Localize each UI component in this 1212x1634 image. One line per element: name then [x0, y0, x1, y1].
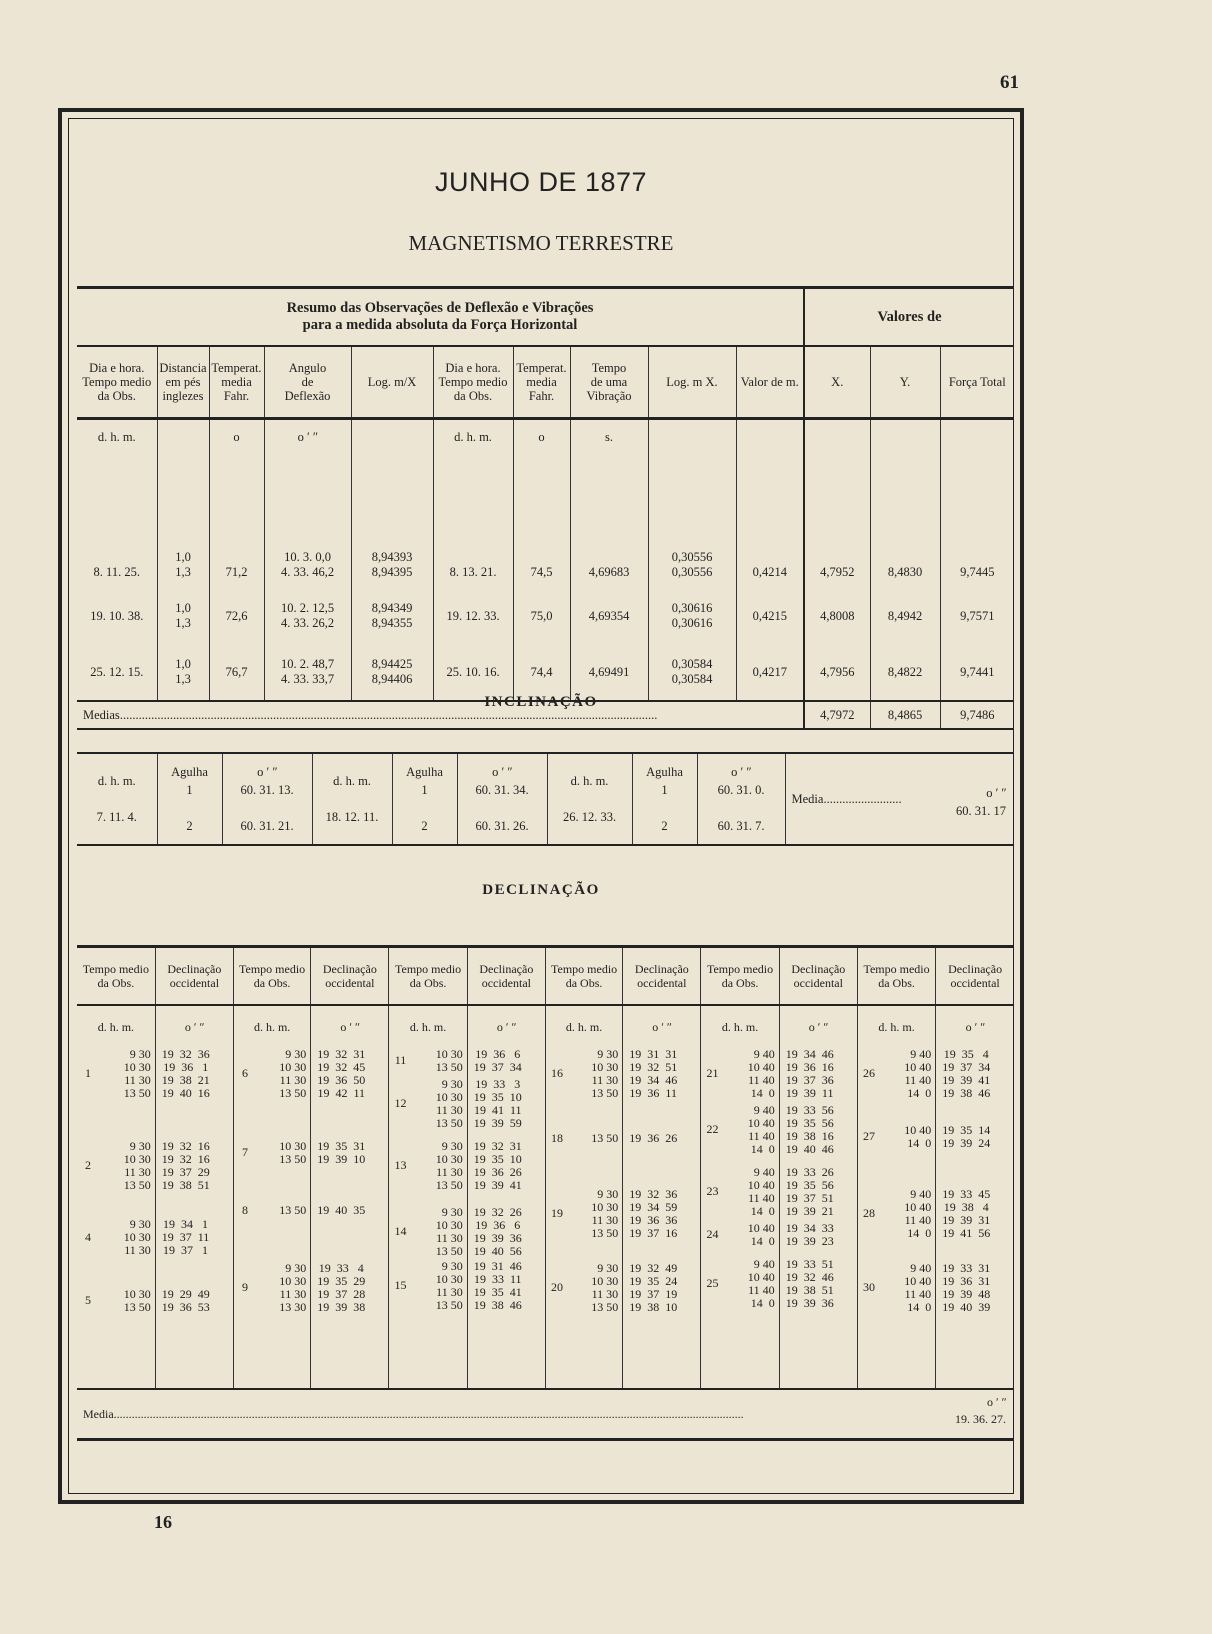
force-cell-logmx: 8,94349 8,94355	[351, 588, 433, 644]
decl-value-col	[623, 1048, 701, 1389]
incl-time: d. h. m. 7. 11. 4.	[77, 753, 157, 845]
decl-time-col	[234, 1048, 311, 1389]
unit-x	[804, 419, 870, 457]
incl-media-value: o ʹ ʺ 60. 31. 17	[956, 786, 1006, 818]
decl-header-decl: Declinação occidental	[311, 947, 389, 1006]
decl-times: 13 50	[279, 1203, 307, 1217]
decl-day: 7	[242, 1145, 248, 1159]
incl-time: d. h. m. 18. 12. 11.	[312, 753, 392, 845]
media-y: 8,4865	[870, 701, 940, 729]
decl-times: 10 40 14 0	[904, 1123, 932, 1150]
decl-group	[858, 1188, 935, 1240]
decl-day: 5	[85, 1293, 91, 1307]
decl-group	[234, 1048, 310, 1100]
inclinacao-table	[77, 752, 1014, 846]
declinacao-title: DECLINAÇÃO	[482, 882, 600, 898]
col-header-tempo-vibracao: Tempo de uma Vibração	[570, 346, 648, 419]
decl-values: 19 29 49 19 36 53	[161, 1287, 210, 1314]
decl-values: 19 34 1 19 37 11 19 37 1	[161, 1217, 210, 1257]
decl-unit-time: d. h. m.	[545, 1005, 622, 1048]
force-cell-x: 4,7952	[804, 456, 870, 588]
decl-group	[858, 1262, 935, 1314]
decl-day: 24	[706, 1227, 719, 1241]
force-cell-dist: 1,0 1,3	[157, 588, 209, 644]
col-header-x: X.	[804, 346, 870, 419]
decl-times: 9 40 10 40 11 40 14 0	[904, 1187, 932, 1240]
decl-group	[77, 1288, 155, 1314]
decl-group	[858, 1124, 935, 1150]
table-frame	[58, 108, 1024, 1504]
decl-times: 9 30 10 30 11 30 13 50	[591, 1047, 619, 1100]
incl-media: Media......................... o ʹ ʺ 60. 31. 17	[785, 753, 1014, 845]
decl-times: 9 40 10 40 11 40 14 0	[904, 1261, 932, 1314]
decl-values: 19 32 49 19 35 24 19 37 19 19 38 10	[629, 1261, 678, 1314]
decl-unit-decl: o ʹ ʺ	[467, 1005, 545, 1048]
decl-times: 9 40 10 40 11 40 14 0	[747, 1047, 775, 1100]
decl-time-wrap	[234, 1048, 310, 1388]
decl-day: 16	[550, 1066, 563, 1080]
col-header-dia-hora: Dia e hora. Tempo medio da Obs.	[77, 346, 157, 419]
decl-values: 19 32 16 19 32 16 19 37 29 19 38 51	[161, 1139, 210, 1192]
decl-times: 9 40 10 40 11 40 14 0	[747, 1165, 775, 1218]
force-cell-temp: 71,2	[209, 456, 264, 588]
decl-unit-time: d. h. m.	[701, 1005, 779, 1048]
decl-group	[701, 1258, 778, 1310]
decl-header-time: Tempo medio da Obs.	[389, 947, 467, 1006]
section-title-magnetismo: MAGNETISMO TERRESTRE	[408, 231, 674, 255]
decl-value-col	[467, 1048, 545, 1389]
decl-header-decl: Declinação occidental	[467, 947, 545, 1006]
force-cell-vib: 4,69354	[570, 588, 648, 644]
col-header-valor-m: Valor de m.	[736, 346, 804, 419]
decl-values: 19 34 33 19 39 23	[785, 1221, 834, 1248]
decl-day: 22	[706, 1122, 719, 1136]
decl-time-wrap	[701, 1048, 778, 1388]
force-cell-dt2: 19. 12. 33.	[433, 588, 513, 644]
decl-header-time: Tempo medio da Obs.	[701, 947, 779, 1006]
col-header-dia-hora-2: Dia e hora. Tempo medio da Obs.	[433, 346, 513, 419]
force-cell-m: 0,4214	[736, 456, 804, 588]
decl-day: 28	[862, 1206, 875, 1220]
inclinacao-title: INCLINAÇÃO	[484, 694, 598, 710]
unit-distancia	[157, 419, 209, 457]
decl-group	[858, 1048, 935, 1100]
decl-times: 9 30 10 30 11 30 13 50	[435, 1205, 463, 1258]
force-cell-ft: 9,7441	[940, 644, 1014, 701]
decl-group	[701, 1166, 778, 1218]
table-frame-inner	[68, 118, 1014, 1494]
decl-times: 13 50	[591, 1131, 619, 1145]
decl-times: 9 30 10 30 11 30 13 30	[279, 1261, 307, 1314]
decl-times: 10 40 14 0	[747, 1221, 775, 1248]
decl-group	[234, 1140, 310, 1166]
decl-day: 1	[85, 1066, 91, 1080]
decl-day: 15	[394, 1278, 407, 1292]
decl-values: 19 33 4 19 35 29 19 37 28 19 39 38	[317, 1261, 366, 1314]
incl-media-label: Media	[791, 792, 824, 806]
col-header-log-mx: Log. m/X	[351, 346, 433, 419]
force-cell-vib: 4,69683	[570, 456, 648, 588]
force-table	[77, 286, 1014, 730]
decl-times: 9 30 10 30 11 30 13 50	[435, 1077, 463, 1130]
decl-unit-decl: o ʹ ʺ	[623, 1005, 701, 1048]
decl-group	[701, 1048, 778, 1100]
decl-day: 9	[242, 1280, 248, 1294]
force-cell-ang: 10. 2. 12,5 4. 33. 26,2	[264, 588, 351, 644]
decl-unit-time: d. h. m.	[389, 1005, 467, 1048]
unit-dia-hora-2: d. h. m.	[433, 419, 513, 457]
incl-value: o ʹ ʺ 60. 31. 13. 60. 31. 21.	[222, 753, 312, 845]
unit-tempo-vibracao: s.	[570, 419, 648, 457]
decl-value-wrap	[936, 1048, 1014, 1388]
decl-day: 8	[242, 1202, 248, 1217]
decl-value-wrap	[311, 1048, 388, 1388]
decl-values: 19 32 36 19 34 59 19 36 36 19 37 16	[629, 1187, 678, 1240]
col-header-angulo: Angulo de Deflexão	[264, 346, 351, 419]
decl-group	[234, 1204, 310, 1217]
decl-values: 19 33 51 19 32 46 19 38 51 19 39 36	[785, 1257, 834, 1310]
force-cell-x: 4,8008	[804, 588, 870, 644]
decl-day: 2	[85, 1158, 91, 1172]
force-cell-m: 0,4217	[736, 644, 804, 701]
declinacao-media-label: Media	[83, 1406, 114, 1421]
force-cell-dt: 19. 10. 38.	[90, 608, 144, 623]
decl-values: 19 33 3 19 35 10 19 41 11 19 39 59	[473, 1077, 522, 1130]
decl-values: 19 36 26	[629, 1131, 678, 1145]
decl-time-wrap	[546, 1048, 622, 1388]
medias-label-row: Medias............................................................................................................................................................................	[77, 701, 804, 729]
col-header-forca-total: Força Total	[940, 346, 1014, 419]
decl-group	[389, 1140, 466, 1192]
force-cell-temp: 72,6	[209, 588, 264, 644]
decl-unit-time: d. h. m.	[97, 1019, 135, 1034]
decl-values: 19 31 31 19 32 51 19 34 46 19 36 11	[629, 1047, 678, 1100]
decl-day: 12	[394, 1096, 407, 1110]
decl-day: 6	[242, 1066, 248, 1080]
page-title: JUNHO DE 1877	[434, 167, 648, 197]
decl-group	[234, 1262, 310, 1314]
decl-values: 19 32 36 19 36 1 19 38 21 19 40 16	[161, 1047, 210, 1100]
force-cell-logmx: 8,94425 8,94406	[351, 644, 433, 701]
decl-times: 10 30 13 50	[279, 1139, 307, 1166]
decl-values: 19 33 26 19 35 56 19 37 51 19 39 21	[785, 1165, 834, 1218]
force-cell-y: 8,4822	[870, 644, 940, 701]
decl-unit-decl: o ʹ ʺ	[779, 1005, 857, 1048]
decl-values: 19 32 31 19 35 10 19 36 26 19 39 41	[473, 1139, 522, 1192]
decl-unit-decl: o ʹ ʺ	[936, 1005, 1014, 1048]
decl-day: 23	[706, 1184, 719, 1198]
decl-day: 19	[550, 1206, 563, 1220]
col-header-temperat-2: Temperat. media Fahr.	[513, 346, 570, 419]
decl-group	[77, 1048, 155, 1100]
force-cell-x: 4,7956	[804, 644, 870, 701]
decl-day: 21	[706, 1066, 719, 1080]
decl-values: 19 33 45 19 38 4 19 39 31 19 41 56	[942, 1187, 991, 1240]
decl-group	[546, 1262, 622, 1314]
media-x: 4,7972	[804, 701, 870, 729]
decl-times: 9 30 10 30 11 30 13 50	[591, 1261, 619, 1314]
decl-time-col	[77, 1048, 155, 1389]
force-cell-m: 0,4215	[736, 588, 804, 644]
decl-day: 13	[394, 1158, 407, 1172]
decl-times: 9 40 10 40 11 40 14 0	[747, 1103, 775, 1156]
decl-time-wrap	[858, 1048, 935, 1388]
decl-unit-decl: o ʹ ʺ	[311, 1005, 389, 1048]
incl-agulha: Agulha 1 2	[157, 753, 222, 845]
force-cell-ang: 10. 2. 48,7 4. 33. 33,7	[264, 644, 351, 701]
decl-values: 19 32 31 19 32 45 19 36 50 19 42 11	[317, 1047, 366, 1100]
decl-group	[701, 1104, 778, 1156]
decl-values: 19 31 46 19 33 11 19 35 41 19 38 46	[473, 1259, 522, 1312]
col-header-distancia: Distancia em pés inglezes	[157, 346, 209, 419]
decl-day: 27	[862, 1129, 875, 1143]
decl-values: 19 32 26 19 36 6 19 39 36 19 40 56	[473, 1205, 522, 1258]
decl-time-wrap	[77, 1048, 155, 1388]
decl-unit-time: d. h. m.	[234, 1005, 311, 1048]
decl-header-decl: Declinação occidental	[936, 947, 1014, 1006]
force-cell-dt2: 25. 10. 16.	[433, 644, 513, 701]
force-cell-temp: 76,7	[209, 644, 264, 701]
decl-day: 30	[862, 1280, 875, 1294]
decl-times: 9 40 10 40 11 40 14 0	[747, 1257, 775, 1310]
force-heading: Resumo das Observações de Deflexão e Vibrações para a medida absoluta da Força Horizontal	[77, 288, 804, 347]
decl-group	[546, 1048, 622, 1100]
decl-value-wrap	[780, 1048, 857, 1388]
decl-group	[701, 1222, 778, 1248]
unit-dia-hora: d. h. m.	[97, 430, 136, 444]
decl-value-col	[155, 1048, 233, 1389]
decl-time-wrap	[389, 1048, 466, 1388]
unit-log-m-x	[648, 419, 736, 457]
decl-times: 9 30 10 30 11 30 13 50	[591, 1187, 619, 1240]
decl-times: 9 30 10 30 11 30 13 50	[435, 1259, 463, 1312]
force-cell-temp2: 75,0	[513, 588, 570, 644]
force-cell-logm: 0,30584 0,30584	[648, 644, 736, 701]
decl-values: 19 35 31 19 39 10	[317, 1139, 366, 1166]
decl-values: 19 33 56 19 35 56 19 38 16 19 40 46	[785, 1103, 834, 1156]
decl-group	[546, 1132, 622, 1145]
decl-value-wrap	[623, 1048, 700, 1388]
decl-day: 25	[706, 1276, 719, 1290]
decl-group	[546, 1188, 622, 1240]
decl-value-col	[936, 1048, 1014, 1389]
force-cell-logmx: 8,94393 8,94395	[351, 456, 433, 588]
force-cell-dt2: 8. 13. 21.	[433, 456, 513, 588]
incl-agulha: Agulha 1 2	[632, 753, 697, 845]
decl-times: 9 40 10 40 11 40 14 0	[904, 1047, 932, 1100]
decl-time-col	[389, 1048, 467, 1389]
force-cell-vib: 4,69491	[570, 644, 648, 701]
decl-value-col	[779, 1048, 857, 1389]
decl-times: 9 30 10 30 11 30 13 50	[279, 1047, 307, 1100]
decl-time-col	[545, 1048, 622, 1389]
signature-mark: 16	[154, 1512, 172, 1532]
decl-times: 9 30 10 30 11 30 13 50	[123, 1139, 151, 1192]
decl-times: 9 30 10 30 11 30	[123, 1217, 151, 1257]
declinacao-media-row: Media.................................................................................................................................................................................................................. o ʹ ʺ 19. 36. 27.	[77, 1389, 1014, 1440]
col-header-y: Y.	[870, 346, 940, 419]
decl-values: 19 35 4 19 37 34 19 39 41 19 38 46	[942, 1047, 991, 1100]
col-header-log-m-x: Log. m X.	[648, 346, 736, 419]
force-cell-temp2: 74,5	[513, 456, 570, 588]
decl-day: 26	[862, 1066, 875, 1080]
decl-header-time: Tempo medio da Obs.	[234, 947, 311, 1006]
page-number: 61	[1000, 72, 1019, 93]
decl-time-col	[857, 1048, 935, 1389]
decl-times: 10 30 13 50	[123, 1287, 151, 1314]
decl-times: 9 30 10 30 11 30 13 50	[435, 1139, 463, 1192]
force-cell-dist: 1,0 1,3	[157, 644, 209, 701]
decl-group	[389, 1078, 466, 1130]
decl-header-time: Tempo medio da Obs.	[857, 947, 935, 1006]
incl-value: o ʹ ʺ 60. 31. 0. 60. 31. 7.	[697, 753, 785, 845]
decl-values: 19 35 14 19 39 24	[942, 1123, 991, 1150]
decl-group	[389, 1260, 466, 1312]
incl-time: d. h. m. 26. 12. 33.	[547, 753, 632, 845]
force-cell-ang: 10. 3. 0,0 4. 33. 46,2	[264, 456, 351, 588]
decl-group	[389, 1206, 466, 1258]
decl-time-col	[701, 1048, 779, 1389]
decl-unit-time: d. h. m.	[857, 1005, 935, 1048]
decl-group	[389, 1048, 466, 1074]
decl-day: 14	[394, 1224, 407, 1238]
media-forca-total: 9,7486	[940, 701, 1014, 729]
unit-forca-total	[940, 419, 1014, 457]
col-header-temperat: Temperat. media Fahr.	[209, 346, 264, 419]
decl-group	[77, 1140, 155, 1192]
medias-label: Medias	[83, 707, 120, 722]
unit-temperat-2: o	[513, 419, 570, 457]
decl-header-time: Tempo medio da Obs.	[77, 947, 155, 1006]
force-cell-temp2: 74,4	[513, 644, 570, 701]
decl-day: 20	[550, 1280, 563, 1294]
declinacao-table	[77, 945, 1014, 1441]
unit-y	[870, 419, 940, 457]
decl-unit-decl: o ʹ ʺ	[155, 1005, 233, 1048]
decl-header-decl: Declinação occidental	[623, 947, 701, 1006]
force-cell-logm: 0,30616 0,30616	[648, 588, 736, 644]
unit-temperat: o	[209, 419, 264, 457]
decl-value-wrap	[468, 1048, 545, 1388]
decl-day: 18	[550, 1130, 563, 1145]
decl-value-wrap	[156, 1048, 233, 1388]
incl-value: o ʹ ʺ 60. 31. 34. 60. 31. 26.	[457, 753, 547, 845]
decl-header-decl: Declinação occidental	[779, 947, 857, 1006]
decl-value-col	[311, 1048, 389, 1389]
force-cell-dist: 1,0 1,3	[157, 456, 209, 588]
force-cell-dt: 8. 11. 25.	[93, 565, 140, 579]
incl-agulha: Agulha 1 2	[392, 753, 457, 845]
force-cell-dt: 25. 12. 15.	[90, 664, 144, 679]
decl-values: 19 36 6 19 37 34	[473, 1047, 522, 1074]
decl-values: 19 34 46 19 36 16 19 37 36 19 39 11	[785, 1047, 834, 1100]
decl-header-decl: Declinação occidental	[155, 947, 233, 1006]
decl-header-time: Tempo medio da Obs.	[545, 947, 622, 1006]
valores-heading: Valores de	[804, 288, 1014, 347]
unit-log-mx	[351, 419, 433, 457]
decl-group	[77, 1218, 155, 1257]
declinacao-media-value: o ʹ ʺ 19. 36. 27.	[955, 1395, 1006, 1426]
force-cell-logm: 0,30556 0,30556	[648, 456, 736, 588]
decl-values: 19 33 31 19 36 31 19 39 48 19 40 39	[942, 1261, 991, 1314]
force-cell-y: 8,4942	[870, 588, 940, 644]
unit-angulo: o ʹ ʺ	[264, 419, 351, 457]
force-cell-ft: 9,7445	[940, 456, 1014, 588]
unit-valor-m	[736, 419, 804, 457]
force-cell-y: 8,4830	[870, 456, 940, 588]
force-cell-ft: 9,7571	[940, 588, 1014, 644]
decl-times: 9 30 10 30 11 30 13 50	[123, 1047, 151, 1100]
decl-times: 10 30 13 50	[435, 1047, 463, 1074]
decl-day: 4	[85, 1229, 91, 1244]
decl-day: 11	[394, 1053, 407, 1067]
decl-values: 19 40 35	[317, 1203, 366, 1217]
